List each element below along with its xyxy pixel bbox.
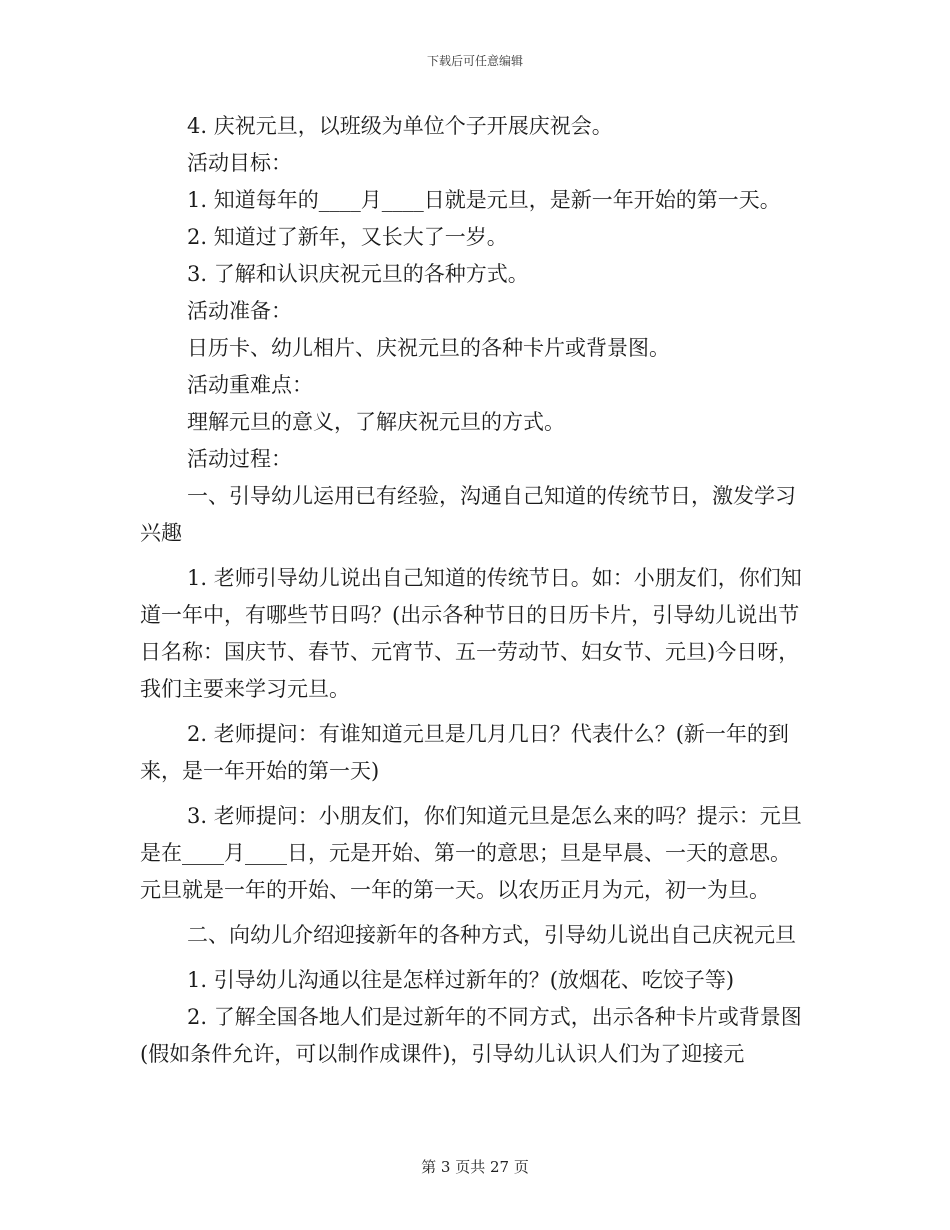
process-step-2: 2. 老师提问：有谁知道元旦是几月几日？代表什么？(新一年的到来，是一年开始的第一天) [140, 722, 789, 783]
section-two-step-2: 2. 了解全国各地人们是过新年的不同方式，出示各种卡片或背景图(假如条件允许，可以制作成课件)，引导幼儿认识人们为了迎接元 [140, 1005, 802, 1066]
goal-1: 1. 知道每年的____月____日就是元旦，是新一年开始的第一天。 [187, 188, 781, 212]
document-body [140, 108, 810, 1073]
process-step-3: 3. 老师提问：小朋友们，你们知道元旦是怎么来的吗？提示：元旦是在____月____日，元是开始、第一的意思；旦是早晨、一天的意思。元旦就是一年的开始、一年的第一天。以农历正月为元，初一为旦。 [140, 804, 802, 902]
page-footer: 第 3 页共 27 页 [421, 1158, 529, 1176]
heading-key-points: 活动重难点： [187, 373, 313, 397]
process-step-1: 1. 老师引导幼儿说出自己知道的传统节日。如：小朋友们，你们知道一年中，有哪些节日吗？(出示各种节日的日历卡片，引导幼儿说出节日名称：国庆节、春节、元宵节、五一劳动节、妇女节、元旦)今日呀，我们主要来学习元旦。 [140, 566, 802, 701]
paragraph-celebration-item-4: 4. 庆祝元旦，以班级为单位个子开展庆祝会。 [187, 114, 613, 138]
goal-3: 3. 了解和认识庆祝元旦的各种方式。 [187, 262, 529, 286]
heading-activity-goals: 活动目标： [187, 151, 292, 175]
heading-activity-process: 活动过程： [187, 447, 292, 471]
goal-2: 2. 知道过了新年，又长大了一岁。 [187, 225, 508, 249]
key-points-text: 理解元旦的意义，了解庆祝元旦的方式。 [187, 410, 565, 434]
preparation-text: 日历卡、幼儿相片、庆祝元旦的各种卡片或背景图。 [187, 336, 670, 360]
section-one-heading: 一、引导幼儿运用已有经验，沟通自己知道的传统节日，激发学习兴趣 [140, 484, 796, 545]
section-two-heading: 二、向幼儿介绍迎接新年的各种方式，引导幼儿说出自己庆祝元旦 [187, 923, 796, 947]
heading-activity-preparation: 活动准备： [187, 299, 292, 323]
page-header: 下载后可任意编辑 [426, 54, 523, 68]
section-two-step-1: 1. 引导幼儿沟通以往是怎样过新年的？(放烟花、吃饺子等) [187, 968, 735, 992]
